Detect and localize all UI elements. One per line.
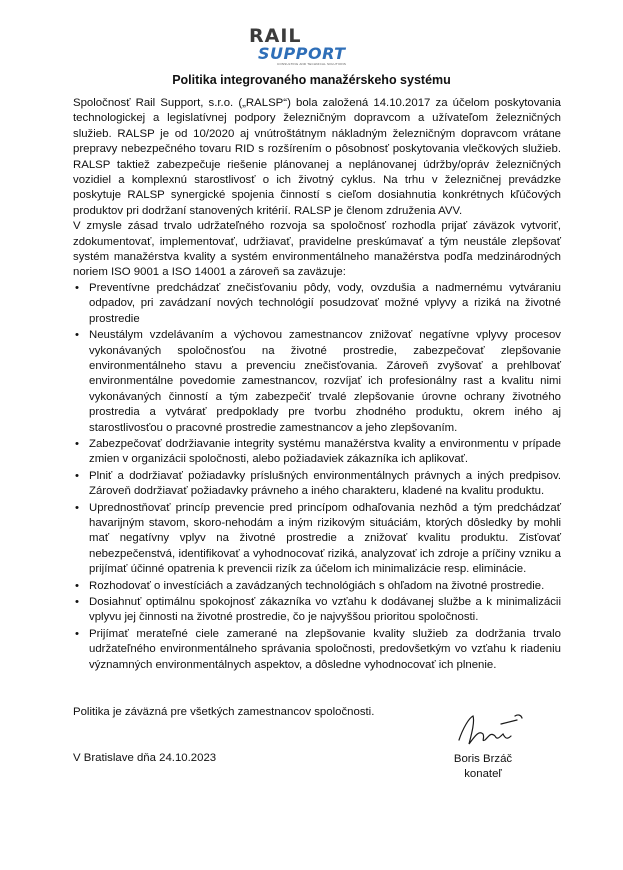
signer-block: [443, 752, 523, 782]
bullet-icon: •: [75, 329, 79, 342]
logo-tagline: CONSULTING AND TECHNICAL SOLUTIONS: [277, 62, 347, 66]
list-item: [73, 281, 561, 327]
place-and-date: V Bratislave dňa 24.10.2023: [73, 752, 217, 764]
list-item: [73, 437, 561, 468]
list-item: [73, 501, 561, 578]
commitment-text: Preventívne predchádzať znečisťovaniu pôdy, vody, ovzdušia a nadmernému vytváraniu odpadov, pri zavádzaní nových technológií posudzovať možné vplyvy a riziká na životné prostredie: [89, 281, 561, 325]
logo-wordmark-rail: RAIL: [249, 25, 302, 47]
document-title: Politika integrovaného manažérskeho systému: [172, 73, 451, 87]
rail-support-logo: [249, 26, 369, 68]
bullet-icon: •: [75, 437, 79, 450]
bullet-icon: •: [75, 469, 79, 482]
commitment-text: Prijímať merateľné ciele zamerané na zlepšovanie kvality služieb za dodržania trvalo udržateľného environmentálneho správania spoločnosti, predovšetkým vo vzťahu k riadeniu významných environmentálnych aspektov, a dôsledne vyhodnocovať ich plnenie.: [89, 627, 561, 671]
commitment-text: Plniť a dodržiavať požiadavky príslušných environmentálnych právnych a iných predpisov. Zároveň dodržiavať požiadavky právneho a iného charakteru, kladené na kvalitu produktu.: [89, 469, 561, 498]
signer-name: Boris Brzáč: [453, 753, 513, 765]
document-body: [73, 96, 561, 674]
bullet-icon: •: [75, 501, 79, 514]
bullet-icon: •: [75, 627, 79, 640]
bullet-icon: •: [75, 579, 79, 592]
commitment-text: Dosiahnuť optimálnu spokojnosť zákazníka vo vzťahu k dodávanej službe a k minimalizácii vplyvu jej činnosti na životné prostredie, čo je najvyššou prioritou spoločnosti.: [89, 596, 561, 624]
bullet-icon: •: [75, 281, 79, 294]
signer-role: konateľ: [464, 768, 502, 780]
list-item: [73, 627, 561, 673]
intro-paragraph: Spoločnosť Rail Support, s.r.o. („RALSP“) bola založená 14.10.2017 za účelom poskytovania technologickej a legislatívnej podpory železničným dopravcom a užívateľom železničných služieb. RALSP je od 10/2020 aj vnútroštátnym nákladným železničným dopravcom vrátane prepravy nebezpečného tovaru RID s rozšírením o pôsobnosť poskytovania vlečkových služieb. RALSP taktiež zabezpečuje riešenie plánovanej a neplánovanej údržby/opráv železničných vozidiel a komplexnú starostlivosť o ich životný cyklus. Na trhu v železničnej prevádzke poskytuje RALSP synergické spojenia činností s cieľom dosiahnutia konkrétnych kľúčových produktov pri dodržaní stanovených kritérií. RALSP je členom združenia AVV.: [73, 97, 561, 217]
commitment-text: Neustálym vzdelávaním a výchovou zamestnancov znižovať negatívne vplyvy procesov vykonávaných spoločnosťou na životné prostredie, zabezpečovať zlepšovanie environmentálneho stavu a prevenciu znečisťovania. Zároveň zvyšovať a prehlbovať environmentálne povedomie zamestnancov, rozvíjať ich profesionálny rast a kvalitu nimi vykonávaných činností a tým zabezpečiť trvalé zlepšovanie úrovne ochrany životného prostredia a vytvárať predpoklady pre tvorbu zhodného produktu, okrem iného aj starostlivosťou o pracovné prostredie zamestnancov a jeho zlepšovaním.: [89, 329, 561, 434]
commitment-text: Uprednostňovať princíp prevencie pred princípom odhaľovania nezhôd a tým predchádzať havarijným stavom, skoro-nehodám a iným rizikovým situáciám, ktorých dôsledky by mohli mať negatívny vplyv na životné prostredie a znižovať kvalitu produktu. Zisťovať nebezpečenstvá, identifikovať a vyhodnocovať riziká, analyzovať ich zdroje a príčiny vzniku a prijímať účinné opatrenia k prevencii rizík za účelom ich minimalizácie resp. eliminácie.: [89, 501, 561, 576]
list-item: [73, 328, 561, 436]
closing-statement: Politika je záväzná pre všetkých zamestnancov spoločnosti.: [73, 706, 375, 718]
list-item: [73, 595, 561, 626]
list-item: [73, 579, 561, 594]
logo-wordmark-support: SUPPORT: [258, 44, 346, 63]
commitment-intro-paragraph: V zmysle zásad trvalo udržateľného rozvoja sa spoločnosť rozhodla prijať záväzok vytvoriť, zdokumentovať, implementovať, udržiavať, pravidelne preskúmavať a tým neustále zlepšovať systém manažérstva kvality a systém environmentálneho manažérstva podľa medzinárodných noriem ISO 9001 a ISO 14001 a zároveň sa zaväzuje:: [73, 220, 561, 279]
commitments-list: [73, 281, 561, 673]
bullet-icon: •: [75, 596, 79, 608]
handwritten-signature: [455, 710, 525, 752]
commitment-text: Zabezpečovať dodržiavanie integrity systému manažérstva kvality a environmentu v prípade zmien v organizácii spoločnosti, alebo požiadaviek zákazníka ich aplikovať.: [89, 437, 561, 466]
list-item: [73, 469, 561, 500]
commitment-text: Rozhodovať o investíciách a zavádzaných technológiách s ohľadom na životné prostredie.: [89, 579, 545, 592]
